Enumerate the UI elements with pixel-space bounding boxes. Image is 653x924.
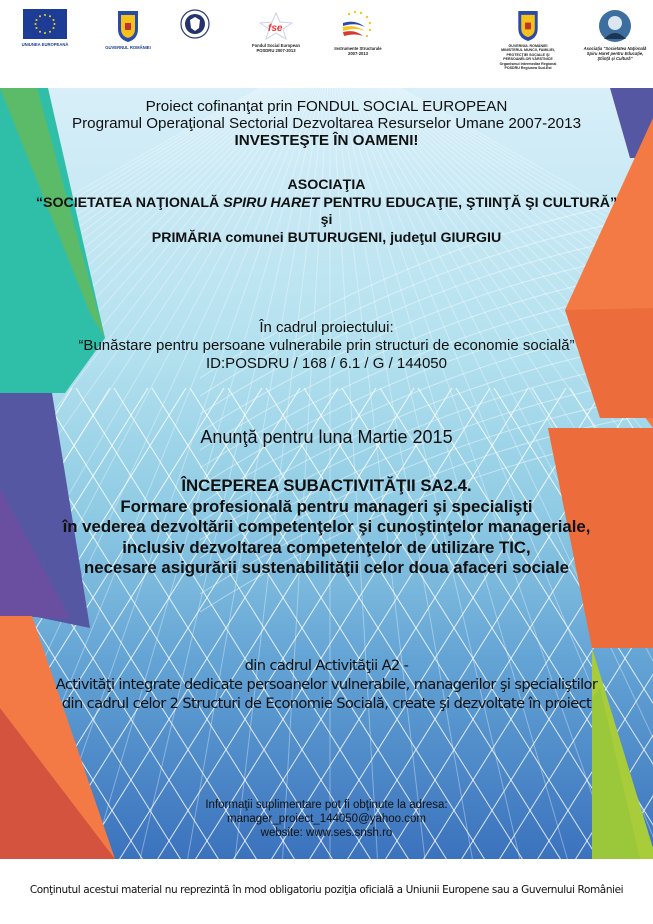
eu-flag-icon	[23, 9, 67, 39]
association-italic: SPIRU HARET	[223, 194, 320, 211]
contact-website[interactable]: website: www.ses.snsh.ro	[260, 827, 393, 839]
fse-logo	[248, 12, 304, 53]
spiru-haret-portrait-icon	[598, 9, 632, 43]
conjunction: şi	[320, 212, 333, 228]
header-block	[0, 98, 653, 149]
contact-email[interactable]: manager_proiect_144050@yahoo.com	[227, 813, 426, 825]
contact-intro: Informaţii suplimentare pot fi obţinute la adresa:	[205, 799, 448, 811]
municipality	[0, 230, 653, 248]
logo-strip	[0, 0, 653, 88]
program-line: Programul Operaţional Sectorial Dezvoltarea Resurselor Umane 2007-2013	[71, 115, 582, 132]
logo-caption: GUVERNUL ROMÂNIEI	[105, 45, 151, 50]
instrumente-structurale-logo	[330, 9, 386, 56]
association-suffix: PENTRU EDUCAŢIE, ŞTIINŢĂ ŞI CULTURĂ”	[319, 194, 618, 211]
project-intro: În cadrul proiectului:	[259, 319, 394, 336]
seal-logo	[180, 9, 210, 39]
logo-caption: UNIUNEA EUROPEANĂ	[21, 42, 69, 47]
subactivity-block	[0, 476, 653, 579]
svg-text:fse: fse	[268, 23, 283, 34]
disclaimer: Conţinutul acestui material nu reprezintă în mod obligatoriu poziţia oficială a Uniunii Europene sau a Guvernului României	[29, 884, 624, 896]
municipality-rest: comunei BUTURUGENI, judeţul GIURGIU	[221, 229, 502, 246]
fse-star-icon	[259, 12, 293, 40]
ministry-coat-of-arms-icon	[517, 9, 539, 41]
announcement-poster	[0, 88, 653, 859]
association-label: ASOCIAŢIA	[287, 177, 366, 193]
subactivity-line: în vederea dezvoltării competenţelor şi cunoştinţelor manageriale,	[62, 517, 591, 536]
slogan: INVESTEŞTE ÎN OAMENI!	[234, 132, 419, 149]
government-logo	[102, 9, 154, 50]
activity-block	[0, 656, 653, 713]
seal-icon	[180, 9, 210, 39]
logo-caption: Instrumente Structurale 2007-2013	[334, 46, 382, 56]
association-name	[0, 195, 653, 213]
subactivity-line: inclusiv dezvoltarea competenţelor de utilizare TIC,	[122, 537, 531, 557]
association-logo	[580, 9, 650, 61]
announcement-headline: Anunţă pentru luna Martie 2015	[200, 427, 453, 447]
subactivity-title: ÎNCEPEREA SUBACTIVITĂŢII SA2.4.	[181, 476, 472, 495]
activity-line: Activităţi integrate dedicate persoanelor vulnerabile, managerilor şi specialiştilor	[55, 676, 598, 693]
ministry-logo	[492, 9, 564, 70]
logo-caption: Fondul Social European POSDRU 2007-2013	[252, 43, 300, 53]
subactivity-line: necesare asigurării sustenabilităţii celor doua afaceri sociale	[83, 558, 569, 577]
subactivity-line: Formare profesională pentru manageri şi specialişti	[120, 496, 533, 516]
contact-block	[0, 798, 653, 840]
eu-logo	[20, 9, 70, 47]
activity-line: din cadrul celor 2 Structuri de Economie Socială, create şi dezvoltate în proiect	[61, 695, 592, 712]
activity-intro: din cadrul Activităţii A2 -	[244, 657, 409, 674]
municipality-bold: PRIMĂRIA	[151, 229, 222, 246]
coat-of-arms-icon	[117, 9, 139, 42]
association-prefix: “SOCIETATEA NAŢIONALĂ	[35, 194, 224, 211]
logo-caption: GUVERNUL ROMÂNIEI MINISTERUL MUNCII, FAMILIEI, PROTECŢIEI SOCIALE ŞI PERSOANELOR VÂRSTNICE Organismul Intermediar Regional POSDRU Regiunea Sud-Est	[499, 44, 557, 71]
project-block	[0, 319, 653, 373]
partners-block	[0, 177, 653, 247]
project-title: “Bunăstare pentru persoane vulnerabile prin structuri de economie socială”	[78, 337, 575, 354]
cofinancing-line: Proiect cofinanţat prin FONDUL SOCIAL EUROPEAN	[145, 98, 508, 115]
logo-caption: Asociaţia "Societatea Naţională Spiru Haret pentru Educaţie, Ştiinţă şi Cultură"	[583, 46, 647, 61]
project-id: ID:POSDRU / 168 / 6.1 / G / 144050	[206, 355, 447, 372]
structural-instruments-icon	[341, 9, 375, 43]
